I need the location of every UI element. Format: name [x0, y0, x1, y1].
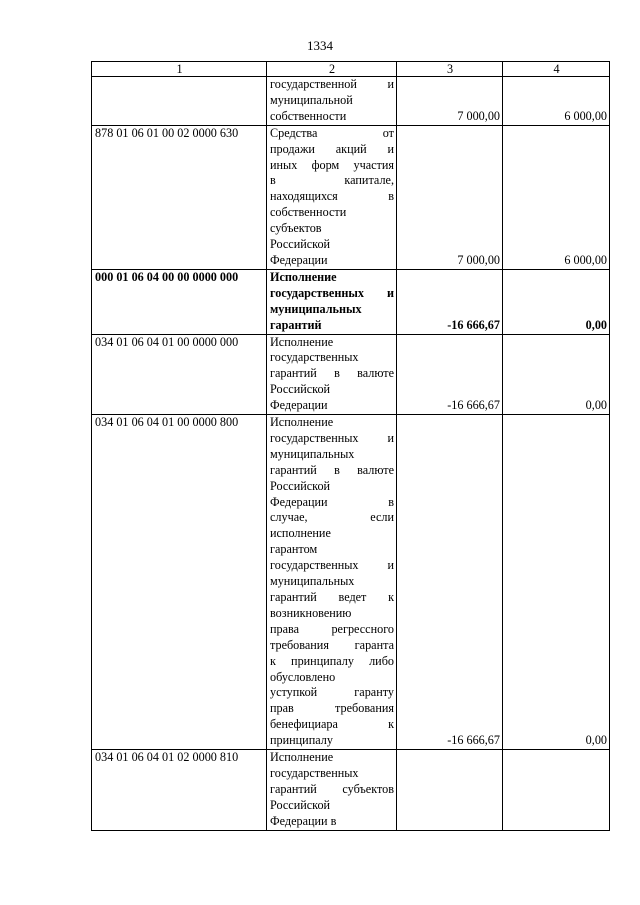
row-name-line: исполнение — [270, 526, 331, 541]
row-name-line: государственных — [270, 350, 359, 365]
row-name-line: бенефициара к — [270, 717, 394, 732]
table-row — [92, 415, 610, 750]
row-code: 034 01 06 04 01 00 0000 000 — [92, 334, 267, 415]
row-value-col4: 6 000,00 — [503, 125, 610, 269]
row-name-line: гарантий субъектов — [270, 781, 394, 796]
row-name-line: случае, если — [270, 510, 394, 525]
row-value-col3: -16 666,67 — [397, 334, 503, 415]
row-name-line: к принципалу либо — [270, 653, 394, 668]
row-name-line: принципалу — [270, 733, 333, 748]
row-name-line: права регрессного — [270, 621, 394, 636]
row-name-line: в капитале, — [270, 173, 394, 188]
row-name-line: государственных и — [270, 285, 394, 300]
row-value-col4: 0,00 — [503, 269, 610, 334]
row-name — [267, 415, 397, 750]
row-name-line: гарантий в валюте — [270, 462, 394, 477]
row-value-col3: 7 000,00 — [397, 125, 503, 269]
row-name-line: субъектов — [270, 221, 322, 236]
row-name-line: Федерации в — [270, 813, 337, 828]
row-name-line: Российской — [270, 797, 331, 812]
row-value-col3: -16 666,67 — [397, 269, 503, 334]
header-col-4: 4 — [503, 62, 610, 77]
row-name-line: Исполнение — [270, 415, 334, 430]
row-name-line: Средства от — [270, 125, 394, 140]
header-col-1: 1 — [92, 62, 267, 77]
row-code: 034 01 06 04 01 00 0000 800 — [92, 415, 267, 750]
header-row — [92, 62, 610, 77]
header-col-3: 3 — [397, 62, 503, 77]
row-name-line: государственных — [270, 765, 359, 780]
row-value-col3: -16 666,67 — [397, 415, 503, 750]
row-name-line: муниципальных — [270, 301, 362, 316]
table-row — [92, 334, 610, 415]
row-code: 878 01 06 01 00 02 0000 630 — [92, 125, 267, 269]
row-name — [267, 750, 397, 831]
row-name-line: муниципальных — [270, 446, 355, 461]
row-name-line: прав требования — [270, 701, 394, 716]
row-name-line: муниципальных — [270, 574, 355, 589]
table-row — [92, 750, 610, 831]
row-code — [92, 77, 267, 126]
row-name-line: муниципальной — [270, 92, 353, 107]
budget-sources-table — [91, 61, 610, 831]
row-name-line: Федерации — [270, 398, 328, 413]
row-name — [267, 77, 397, 126]
row-value-col3: 7 000,00 — [397, 77, 503, 126]
row-name-line: Федерации в — [270, 494, 394, 509]
row-value-col4: 0,00 — [503, 415, 610, 750]
row-name — [267, 125, 397, 269]
row-name-line: уступкой гаранту — [270, 685, 394, 700]
row-name-line: Федерации — [270, 252, 328, 267]
row-name-line: иных форм участия — [270, 157, 394, 172]
header-col-2: 2 — [267, 62, 397, 77]
row-name-line: Исполнение — [270, 750, 334, 765]
row-name — [267, 269, 397, 334]
row-name-line: гарантий — [270, 317, 322, 332]
row-name-line: гарантий ведет к — [270, 590, 394, 604]
row-name-line: Исполнение — [270, 269, 337, 284]
row-name-line: гарантом — [270, 542, 318, 557]
row-name-line: государственной и — [270, 77, 394, 91]
row-name-line: собственности — [270, 205, 347, 220]
table-row — [92, 77, 610, 126]
row-value-col4 — [503, 750, 610, 831]
row-name-line: собственности — [270, 108, 347, 123]
row-name-line: государственных и — [270, 558, 394, 573]
row-name-line: Российской — [270, 382, 331, 397]
row-name-line: требования гаранта — [270, 637, 394, 652]
row-name-line: Российской — [270, 237, 331, 252]
row-name-line: Российской — [270, 478, 331, 493]
row-name-line: государственных и — [270, 430, 394, 445]
table-row — [92, 125, 610, 269]
row-code: 034 01 06 04 01 02 0000 810 — [92, 750, 267, 831]
page-number: 1334 — [307, 38, 333, 53]
row-name-line: возникновению — [270, 605, 352, 620]
row-code: 000 01 06 04 00 00 0000 000 — [92, 269, 267, 334]
row-value-col4: 6 000,00 — [503, 77, 610, 126]
row-name-line: находящихся в — [270, 189, 394, 204]
row-name-line: продажи акций и — [270, 141, 394, 156]
table-body — [92, 77, 610, 831]
table-row — [92, 269, 610, 334]
table-header — [92, 62, 610, 77]
row-name — [267, 334, 397, 415]
row-value-col3 — [397, 750, 503, 831]
row-name-line: гарантий в валюте — [270, 366, 394, 381]
row-name-line: Исполнение — [270, 334, 334, 349]
row-name-line: обусловлено — [270, 669, 336, 684]
row-value-col4: 0,00 — [503, 334, 610, 415]
